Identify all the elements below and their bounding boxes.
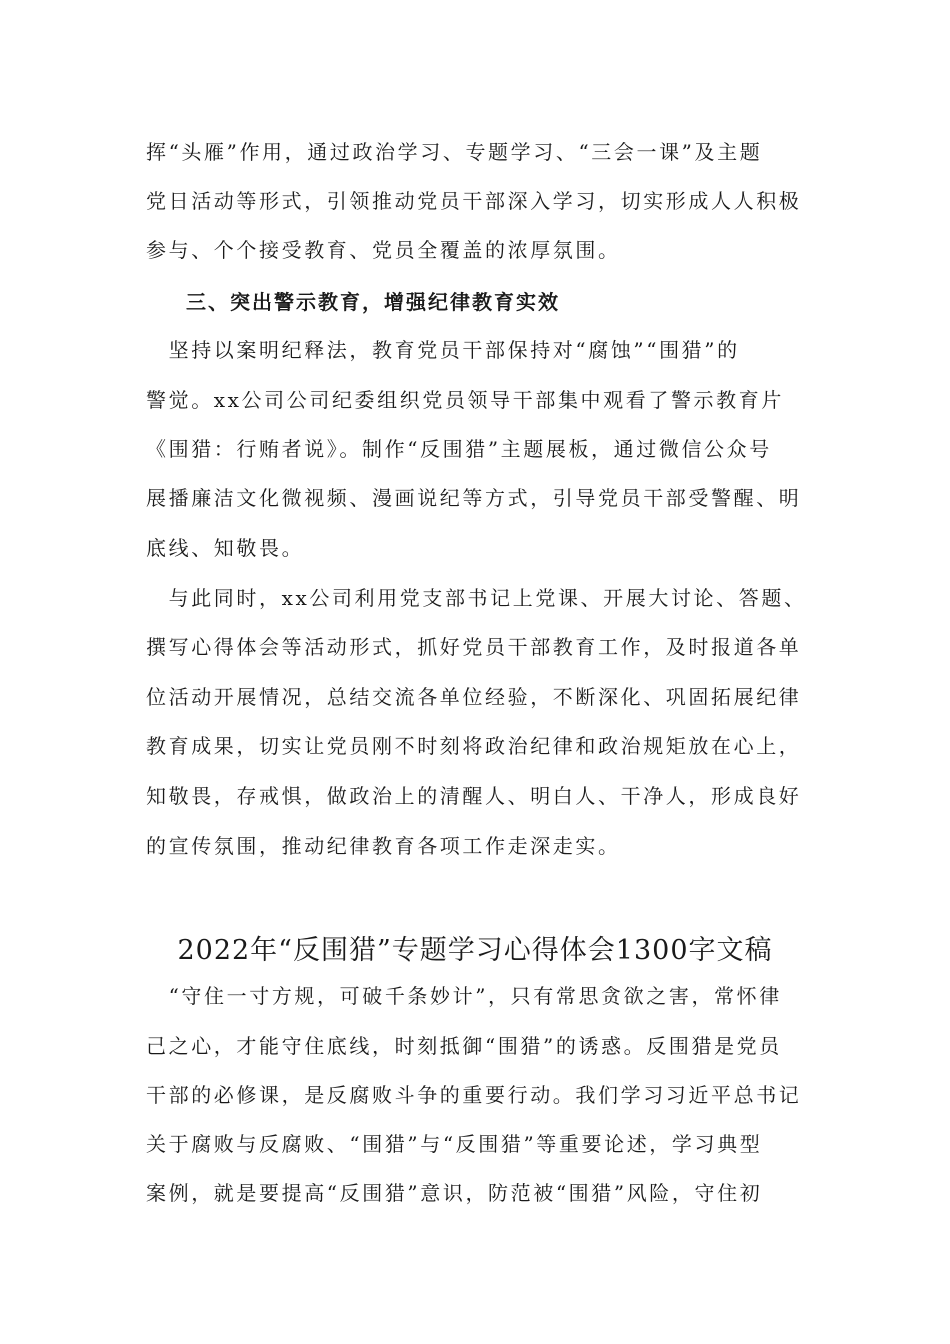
body-text-line: 参与、个个接受教育、党员全覆盖的浓厚氛围。 (146, 238, 621, 262)
body-text-line: 干部的必修课，是反腐败斗争的重要行动。我们学习习近平总书记 (146, 1083, 802, 1107)
article-title: 2022年“反围猎”专题学习心得体会1300字文稿 (177, 935, 773, 966)
body-text-line: 警觉。xx公司公司纪委组织党员领导干部集中观看了警示教育片 (146, 388, 784, 412)
body-text-line: 关于腐败与反腐败、“围猎”与“反围猎”等重要论述，学习典型 (146, 1132, 763, 1156)
body-text-line: 底线、知敬畏。 (146, 536, 305, 560)
body-text-line: 坚持以案明纪释法，教育党员干部保持对“腐蚀”“围猎”的 (146, 338, 740, 362)
body-text-line: 位活动开展情况，总结交流各单位经验，不断深化、巩固拓展纪律 (146, 685, 802, 709)
body-text-line: “守住一寸方规，可破千条妙计”，只有常思贪欲之害，常怀律 (146, 984, 782, 1008)
body-text-line: 己之心，才能守住底线，时刻抵御“围猎”的诱惑。反围猎是党员 (146, 1034, 782, 1058)
body-text-line: 知敬畏，存戒惧，做政治上的清醒人、明白人、干净人，形成良好 (146, 784, 802, 808)
body-text-line: 教育成果，切实让党员刚不时刻将政治纪律和政治规矩放在心上， (146, 734, 802, 758)
body-text-line: 展播廉洁文化微视频、漫画说纪等方式，引导党员干部受警醒、明 (146, 486, 802, 510)
body-text-line: 党日活动等形式，引领推动党员干部深入学习，切实形成人人积极 (146, 189, 802, 213)
body-text-line: 《围猎：行贿者说》。制作“反围猎”主题展板，通过微信公众号 (146, 437, 772, 461)
body-text-line: 与此同时，xx公司利用党支部书记上党课、开展大讨论、答题、 (146, 586, 807, 610)
body-text-line: 的宣传氛围，推动纪律教育各项工作走深走实。 (146, 834, 621, 858)
body-text-line: 撰写心得体会等活动形式，抓好党员干部教育工作，及时报道各单 (146, 635, 802, 659)
section-heading: 三、突出警示教育，增强纪律教育实效 (186, 290, 560, 314)
body-text-line: 案例，就是要提高“反围猎”意识，防范被“围猎”风险，守住初 (146, 1181, 763, 1205)
body-text-line: 挥“头雁”作用，通过政治学习、专题学习、“三会一课”及主题 (146, 140, 763, 164)
